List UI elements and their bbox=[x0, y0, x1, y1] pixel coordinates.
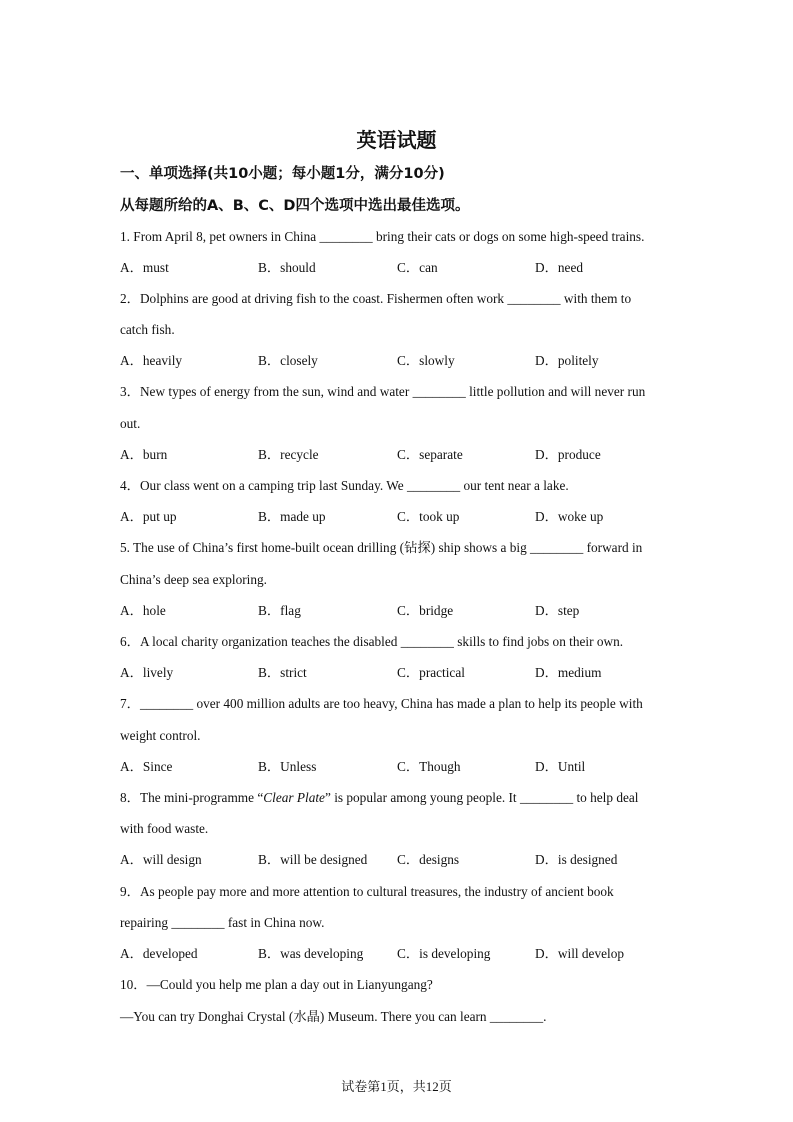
question-4-text: 4．Our class went on a camping trip last Sunday. We ________ our tent near a lake. bbox=[120, 478, 569, 493]
option-a: A．heavily bbox=[120, 353, 183, 368]
question-6-text: 6．A local charity organization teaches the disabled ________ skills to find jobs on their own. bbox=[120, 634, 624, 649]
option-c: C．practical bbox=[397, 665, 465, 680]
option-d: D．is designed bbox=[535, 852, 618, 867]
option-a: A．burn bbox=[120, 447, 168, 462]
option-c: C．designs bbox=[397, 852, 460, 867]
option-a: A．put up bbox=[120, 509, 177, 524]
question-7-options bbox=[120, 757, 680, 777]
question-1-text: 1. From April 8, pet owners in China ________ bring their cats or dogs on some high-speed trains. bbox=[120, 229, 645, 244]
option-c: C．took up bbox=[397, 509, 460, 524]
question-5-text-cont: China’s deep sea exploring. bbox=[120, 572, 267, 587]
question-1-options bbox=[120, 258, 680, 278]
question-2-options bbox=[120, 351, 680, 371]
question-2-text: 2．Dolphins are good at driving fish to the coast. Fishermen often work ________ with them to bbox=[120, 291, 632, 306]
question-5-options bbox=[120, 601, 680, 621]
option-d: D．politely bbox=[535, 353, 599, 368]
question-8-options bbox=[120, 850, 680, 870]
option-b: B．closely bbox=[258, 353, 318, 368]
question-3-options bbox=[120, 445, 680, 465]
option-d: D．Until bbox=[535, 759, 586, 774]
option-a: A．hole bbox=[120, 603, 166, 618]
question-6-options bbox=[120, 663, 680, 683]
option-c: C．separate bbox=[397, 447, 463, 462]
question-4-options bbox=[120, 507, 680, 527]
question-9-text: 9．As people pay more and more attention to cultural treasures, the industry of ancient book bbox=[120, 884, 614, 899]
question-8-text: 8．The mini-programme “Clear Plate” is popular among young people. It ________ to help deal bbox=[120, 790, 639, 805]
option-b: B．recycle bbox=[258, 447, 319, 462]
question-9-options bbox=[120, 944, 680, 964]
option-d: D．woke up bbox=[535, 509, 604, 524]
option-b: B．flag bbox=[258, 603, 301, 618]
section-instruction: 从每题所给的A、B、C、D四个选项中选出最佳选项。 bbox=[120, 198, 470, 214]
option-a: A．will design bbox=[120, 852, 202, 867]
option-d: D．will develop bbox=[535, 946, 625, 961]
question-9-text-cont: repairing ________ fast in China now. bbox=[120, 915, 325, 930]
option-c: C．is developing bbox=[397, 946, 491, 961]
page-footer: 试卷第1页，共12页 bbox=[341, 1079, 452, 1094]
option-d: D．step bbox=[535, 603, 580, 618]
question-8-text-cont: with food waste. bbox=[120, 821, 209, 836]
question-2-text-cont: catch fish. bbox=[120, 322, 175, 337]
option-b: B．strict bbox=[258, 665, 307, 680]
option-c: C．slowly bbox=[397, 353, 455, 368]
option-b: B．was developing bbox=[258, 946, 364, 961]
option-b: B．Unless bbox=[258, 759, 317, 774]
option-a: A．developed bbox=[120, 946, 198, 961]
question-7-text-cont: weight control. bbox=[120, 728, 201, 743]
option-d: D．need bbox=[535, 260, 583, 275]
option-c: C．bridge bbox=[397, 603, 454, 618]
option-d: D．produce bbox=[535, 447, 601, 462]
option-b: B．should bbox=[258, 260, 316, 275]
option-a: A．lively bbox=[120, 665, 174, 680]
question-7-text: 7．________ over 400 million adults are too heavy, China has made a plan to help its people with bbox=[120, 696, 643, 711]
question-3-text-cont: out. bbox=[120, 416, 141, 431]
option-d: D．medium bbox=[535, 665, 602, 680]
page-title: 英语试题 bbox=[356, 128, 437, 152]
option-b: B．made up bbox=[258, 509, 326, 524]
section-heading: 一、单项选择(共10小题；每小题1分，满分10分) bbox=[120, 166, 445, 182]
question-10-text-cont: —You can try Donghai Crystal (水晶) Museum. There you can learn ________. bbox=[120, 1009, 547, 1024]
option-b: B．will be designed bbox=[258, 852, 368, 867]
option-a: A．must bbox=[120, 260, 169, 275]
option-c: C．can bbox=[397, 260, 438, 275]
question-3-text: 3．New types of energy from the sun, wind and water ________ little pollution and will never run bbox=[120, 384, 646, 399]
option-c: C．Though bbox=[397, 759, 461, 774]
question-5-text: 5. The use of China’s first home-built ocean drilling (钻探) ship shows a big ________ forward in bbox=[120, 540, 643, 555]
option-a: A．Since bbox=[120, 759, 173, 774]
question-10-text: 10．—Could you help me plan a day out in Lianyungang? bbox=[120, 977, 433, 992]
